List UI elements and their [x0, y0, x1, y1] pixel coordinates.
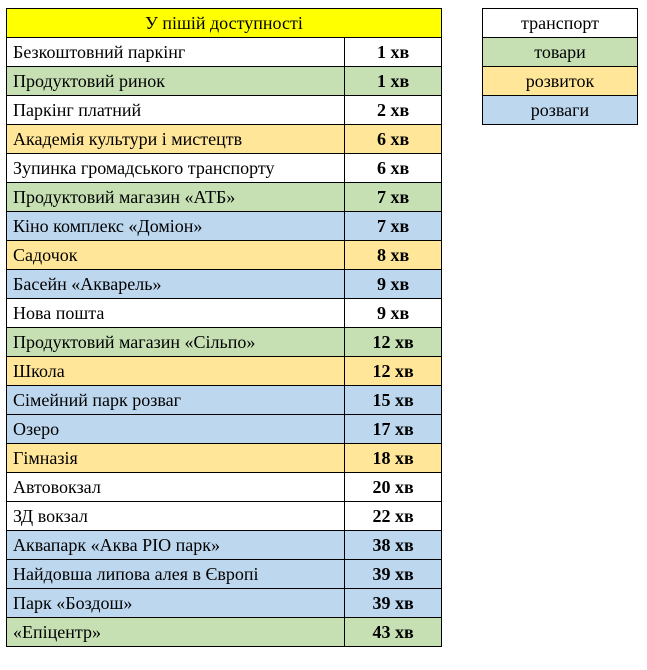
place-name: Озеро [7, 415, 345, 444]
legend-item-transport: транспорт [483, 9, 638, 38]
place-name: Безкоштовний паркінг [7, 38, 345, 67]
walk-time: 7 хв [345, 183, 442, 212]
walk-time: 38 хв [345, 531, 442, 560]
place-name: Гімназія [7, 444, 345, 473]
place-name: Продуктовий магазин «Сільпо» [7, 328, 345, 357]
place-name: Нова пошта [7, 299, 345, 328]
walk-time: 43 хв [345, 618, 442, 647]
walk-time: 6 хв [345, 154, 442, 183]
table-row [7, 386, 442, 415]
walk-time: 9 хв [345, 270, 442, 299]
table-row [7, 96, 442, 125]
place-name: Паркінг платний [7, 96, 345, 125]
table-row [7, 502, 442, 531]
legend-table [482, 8, 638, 125]
walk-time: 39 хв [345, 589, 442, 618]
walk-time: 9 хв [345, 299, 442, 328]
table-header-row [7, 9, 442, 38]
walk-time: 18 хв [345, 444, 442, 473]
walk-time: 8 хв [345, 241, 442, 270]
place-name: Академія культури і мистецтв [7, 125, 345, 154]
place-name: Садочок [7, 241, 345, 270]
walk-time: 6 хв [345, 125, 442, 154]
walk-time: 39 хв [345, 560, 442, 589]
place-name: Продуктовий магазин «АТБ» [7, 183, 345, 212]
table-row [7, 38, 442, 67]
table-row [7, 473, 442, 502]
place-name: Сімейний парк розваг [7, 386, 345, 415]
place-name: Продуктовий ринок [7, 67, 345, 96]
table-row [7, 618, 442, 647]
place-name: Зупинка громадського транспорту [7, 154, 345, 183]
table-row [7, 212, 442, 241]
place-name: «Епіцентр» [7, 618, 345, 647]
legend-row [483, 9, 638, 38]
walk-time: 12 хв [345, 357, 442, 386]
place-name: Школа [7, 357, 345, 386]
walk-time: 15 хв [345, 386, 442, 415]
table-row [7, 357, 442, 386]
walk-time: 2 хв [345, 96, 442, 125]
table-row [7, 154, 442, 183]
table-row [7, 125, 442, 154]
table-row [7, 589, 442, 618]
walk-time: 17 хв [345, 415, 442, 444]
table-row [7, 299, 442, 328]
table-row [7, 444, 442, 473]
walk-time: 1 хв [345, 67, 442, 96]
table-row [7, 415, 442, 444]
walk-time: 20 хв [345, 473, 442, 502]
place-name: Парк «Боздош» [7, 589, 345, 618]
place-name: Басейн «Акварель» [7, 270, 345, 299]
table-row [7, 328, 442, 357]
table-row [7, 531, 442, 560]
table-title: У пішій доступності [7, 9, 442, 38]
walk-time: 1 хв [345, 38, 442, 67]
table-row [7, 560, 442, 589]
walking-distance-table [6, 8, 442, 647]
legend-item-development: розвиток [483, 67, 638, 96]
table-row [7, 241, 442, 270]
place-name: Аквапарк «Аква РІО парк» [7, 531, 345, 560]
place-name: Автовокзал [7, 473, 345, 502]
legend-row [483, 96, 638, 125]
walk-time: 12 хв [345, 328, 442, 357]
place-name: ЗД вокзал [7, 502, 345, 531]
table-row [7, 270, 442, 299]
legend-row [483, 67, 638, 96]
table-row [7, 183, 442, 212]
place-name: Кіно комплекс «Доміон» [7, 212, 345, 241]
walk-time: 22 хв [345, 502, 442, 531]
walk-time: 7 хв [345, 212, 442, 241]
legend-row [483, 38, 638, 67]
table-row [7, 67, 442, 96]
place-name: Найдовша липова алея в Європі [7, 560, 345, 589]
legend-item-entertainment: розваги [483, 96, 638, 125]
legend-item-goods: товари [483, 38, 638, 67]
